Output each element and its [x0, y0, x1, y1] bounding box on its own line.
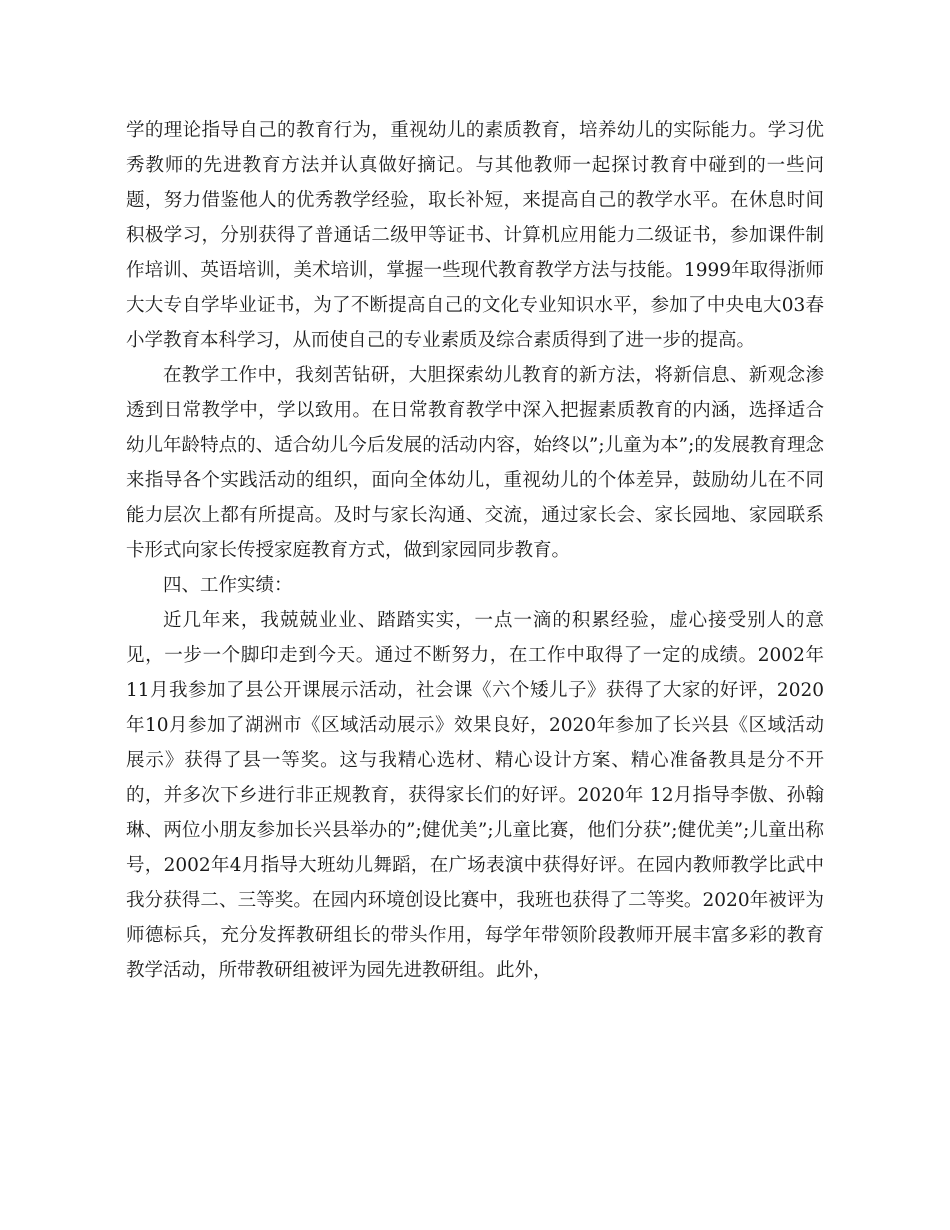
paragraph-1: 学的理论指导自己的教育行为，重视幼儿的素质教育，培养幼儿的实际能力。学习优秀教师的先进教育方法并认真做好摘记。与其他教师一起探讨教育中碰到的一些问题，努力借鉴他人的优秀教学经验，取长补短，来提高自己的教学水平。在休息时间积极学习，分别获得了普通话二级甲等证书、计算机应用能力二级证书，参加课件制作培训、英语培训，美术培训，掌握一些现代教育教学方法与技能。1999年取得浙师大大专自学毕业证书，为了不断提高自己的文化专业知识水平，参加了中央电大03春小学教育本科学习，从而使自己的专业素质及综合素质得到了进一步的提高。: [126, 120, 824, 351]
paragraph-3: 近几年来，我兢兢业业、踏踏实实，一点一滴的积累经验，虚心接受别人的意见，一步一个脚印走到今天。通过不断努力，在工作中取得了一定的成绩。2002年 11月我参加了县公开课展示活动，社会课《六个矮儿子》获得了大家的好评，2020年10月参加了湖洲市《区域活动展示》效果良好，2020年参加了长兴县《区域活动展示》获得了县一等奖。这与我精心选材、精心设计方案、精心准备教具是分不开的，并多次下乡进行非正规教育，获得家长们的好评。2020年 12月指导李傲、孙翰琳、两位小朋友参加长兴县举办的”;健优美”;儿童比赛，他们分获”;健优美”;儿童出称号，2002年4月指导大班幼儿舞蹈，在广场表演中获得好评。在园内教师教学比武中我分获得二、三等奖。在园内环境创设比赛中，我班也获得了二等奖。2020年被评为师德标兵，充分发挥教研组长的带头作用，每学年带领阶段教师开展丰富多彩的教育教学活动，所带教研组被评为园先进教研组。此外，: [126, 610, 824, 981]
paragraph-2: 在教学工作中，我刻苦钻研，大胆探索幼儿教育的新方法，将新信息、新观念渗透到日常教学中，学以致用。在日常教育教学中深入把握素质教育的内涵，选择适合幼儿年龄特点的、适合幼儿今后发展的活动内容，始终以”;儿童为本”;的发展教育理念来指导各个实践活动的组织，面向全体幼儿，重视幼儿的个体差异，鼓励幼儿在不同能力层次上都有所提高。及时与家长沟通、交流，通过家长会、家长园地、家园联系卡形式向家长传授家庭教育方式，做到家园同步教育。: [126, 365, 824, 561]
document-page: [126, 113, 824, 988]
section-heading: 四、工作实绩：: [163, 575, 293, 596]
